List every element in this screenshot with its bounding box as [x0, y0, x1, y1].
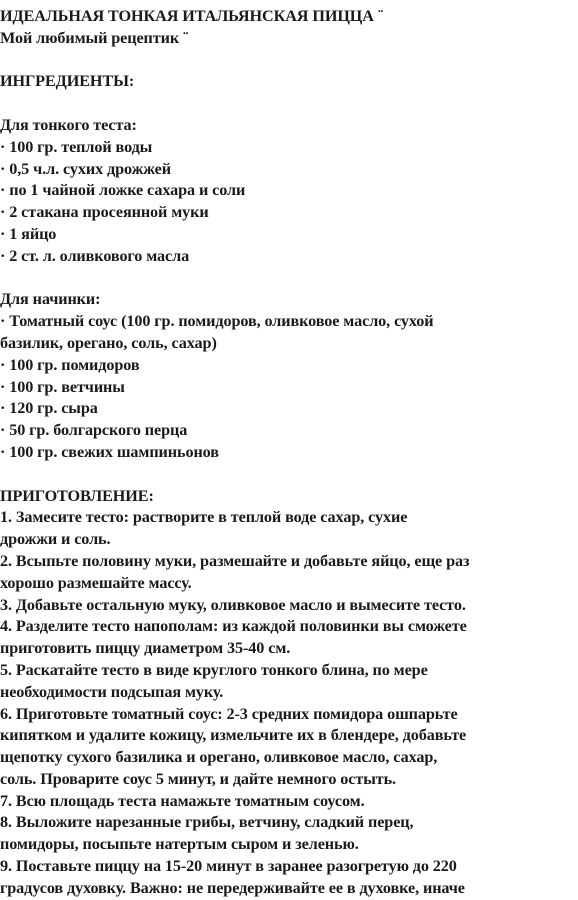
step-line: 2. Всыпьте половину муки, размешайте и добавьте яйцо, еще раз: [0, 551, 470, 570]
preparation-steps: [0, 507, 578, 899]
spacer: [0, 268, 578, 290]
step-line: 7. Всю площадь теста намажьте томатным соусом.: [0, 791, 365, 810]
list-item: · 100 гр. помидоров: [0, 355, 140, 374]
step-line: 8. Выложите нарезанные грибы, ветчину, сладкий перец,: [0, 813, 414, 832]
list-item: · 2 ст. л. оливкового масла: [0, 246, 190, 265]
step-line: необходимости подсыпая муку.: [0, 682, 224, 701]
step-line: градусов духовку. Важно: не передерживайте ее в духовке, иначе: [0, 878, 465, 897]
spacer: [0, 50, 578, 72]
spacer: [0, 93, 578, 115]
spacer: [0, 464, 578, 486]
step-line: 1. Замесите тесто: растворите в теплой воде сахар, сухие: [0, 508, 408, 527]
step-line: 3. Добавьте остальную муку, оливковое масло и вымесите тесто.: [0, 595, 466, 614]
step-line: дрожжи и соль.: [0, 530, 111, 549]
step-line: 5. Раскатайте тесто в виде круглого тонкого блина, по мере: [0, 660, 428, 679]
step-line: 4. Разделите тесто напополам: из каждой половинки вы сможете: [0, 617, 467, 636]
list-item: · 120 гр. сыра: [0, 399, 98, 418]
filling-heading: Для начинки:: [0, 290, 101, 309]
recipe-title: ИДЕАЛЬНАЯ ТОНКАЯ ИТАЛЬЯНСКАЯ ПИЦЦА ¨: [0, 7, 384, 25]
step-line: 9. Поставьте пиццу на 15-20 минут в заранее разогретую до 220: [0, 857, 457, 876]
recipe-subtitle: Мой любимый рецептик ¨: [0, 28, 189, 47]
list-item: · по 1 чайной ложке сахара и соли: [0, 181, 246, 200]
list-item: · 1 яйцо: [0, 224, 57, 243]
step-line: щепотку сухого базилика и орегано, оливковое масло, сахар,: [0, 748, 438, 767]
dough-list: [0, 137, 578, 268]
step-line: соль. Проварите соус 5 минут, и дайте немного остыть.: [0, 769, 397, 788]
list-item: · 100 гр. свежих шампиньонов: [0, 442, 219, 461]
step-line: 6. Приготовьте томатный соус: 2-3 средних помидора ошпарьте: [0, 704, 458, 723]
step-line: хорошо размешайте массу.: [0, 573, 192, 592]
dough-heading: Для тонкого теста:: [0, 115, 137, 134]
list-item: · 2 стакана просеянной муки: [0, 203, 209, 222]
step-line: приготовить пиццу диаметром 35-40 см.: [0, 639, 291, 658]
list-item-continuation: базилик, орегано, соль, сахар): [0, 333, 217, 352]
list-item: · Томатный соус (100 гр. помидоров, оливковое масло, сухой: [0, 312, 434, 331]
preparation-heading: ПРИГОТОВЛЕНИЕ:: [0, 486, 154, 505]
ingredients-heading: ИНГРЕДИЕНТЫ:: [0, 72, 135, 91]
step-line: кипятком и удалите кожицу, измельчите их в блендере, добавьте: [0, 726, 467, 745]
list-item: · 100 гр. ветчины: [0, 377, 125, 396]
list-item: · 0,5 ч.л. сухих дрожжей: [0, 159, 171, 178]
step-line: помидоры, посыпьте натертым сыром и зеленью.: [0, 835, 359, 854]
list-item: · 50 гр. болгарского перца: [0, 421, 188, 440]
list-item: · 100 гр. теплой воды: [0, 137, 153, 156]
filling-list: [0, 311, 578, 464]
